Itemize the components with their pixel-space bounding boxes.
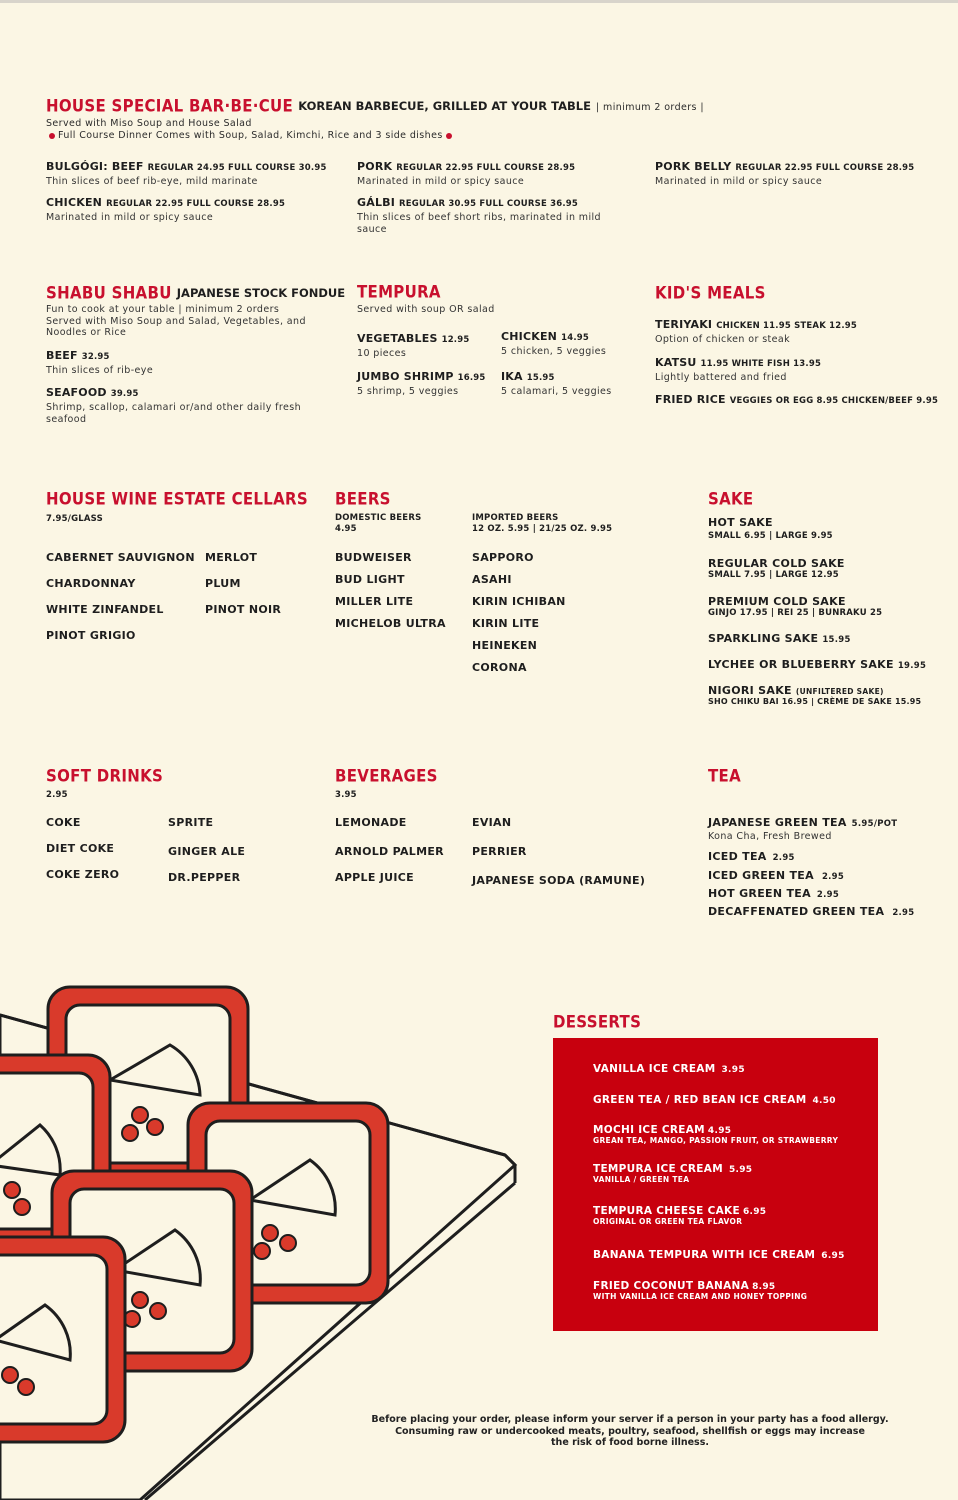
- item-price: 32.95: [81, 352, 110, 362]
- dessert-name: BANANA TEMPURA WITH ICE CREAM: [593, 1249, 816, 1261]
- menu-item: [357, 332, 469, 360]
- soft-drink-item: COKE ZERO: [46, 868, 120, 881]
- soft-drink-item: DIET COKE: [46, 842, 115, 855]
- tempura-title: TEMPURA: [357, 282, 441, 303]
- dessert-sub: WITH VANILLA ICE CREAM AND HONEY TOPPING: [593, 1292, 808, 1301]
- beer-item: MILLER LITE: [335, 595, 414, 608]
- dessert-item: [593, 1163, 752, 1184]
- item-name: IKA: [501, 370, 523, 383]
- menu-item: [357, 196, 607, 235]
- menu-item: [655, 393, 938, 406]
- beer-item: HEINEKEN: [472, 639, 538, 652]
- tea-price: 5.95/POT: [851, 819, 898, 829]
- wine-item: WHITE ZINFANDEL: [46, 603, 164, 616]
- item-price: REGULAR 24.95 FULL COURSE 30.95: [147, 163, 327, 173]
- bbq-served: Served with Miso Soup and House Salad: [46, 118, 252, 129]
- dessert-sub: ORIGINAL OR GREEN TEA FLAVOR: [593, 1217, 743, 1226]
- bbq-full-course-text: Full Course Dinner Comes with Soup, Salad, Kimchi, Rice and 3 side dishes: [58, 130, 443, 141]
- item-name: TERIYAKI: [655, 318, 713, 331]
- item-price: 15.95: [526, 373, 555, 383]
- dessert-name: VANILLA ICE CREAM: [593, 1063, 716, 1075]
- sake-sub: GINJO 17.95 | REI 25 | BUNRAKU 25: [708, 608, 883, 618]
- sake-name: HOT SAKE: [708, 516, 773, 529]
- sake-title: SAKE: [708, 489, 754, 510]
- sake-sub: SHO CHIKU BAI 16.95 | CRÈME DE SAKE 15.95: [708, 697, 922, 706]
- dessert-price: 5.95: [728, 1165, 753, 1175]
- item-price: REGULAR 22.95 FULL COURSE 28.95: [396, 163, 576, 173]
- menu-item: [357, 370, 486, 398]
- sake-name: REGULAR COLD SAKE: [708, 557, 845, 570]
- dessert-price: 3.95: [721, 1065, 745, 1075]
- sake-name: NIGORI SAKE: [708, 684, 792, 697]
- item-name: PORK: [357, 160, 393, 173]
- tea-item: [708, 850, 795, 863]
- dessert-price: 8.95: [752, 1282, 776, 1292]
- item-name: CHICKEN: [46, 196, 103, 209]
- dessert-name: TEMPURA CHEESE CAKE: [593, 1205, 740, 1217]
- menu-item: [46, 160, 327, 188]
- item-desc: 5 chicken, 5 veggies: [501, 346, 607, 357]
- sake-name: PREMIUM COLD SAKE: [708, 595, 846, 608]
- wine-title: HOUSE WINE ESTATE CELLARS: [46, 489, 309, 510]
- dessert-item: [593, 1094, 836, 1106]
- item-name: GÁLBI: [357, 196, 396, 209]
- bbq-subtitle: KOREAN BARBECUE, GRILLED AT YOUR TABLE: [298, 99, 591, 113]
- domestic-beers-label: [335, 513, 421, 535]
- item-desc: Marinated in mild or spicy sauce: [655, 176, 823, 187]
- beer-item: ASAHI: [472, 573, 512, 586]
- item-desc: Marinated in mild or spicy sauce: [357, 176, 525, 187]
- sake-name: LYCHEE OR BLUEBERRY SAKE: [708, 658, 894, 671]
- beverages-title: BEVERAGES: [335, 766, 438, 787]
- wine-item: MERLOT: [205, 551, 258, 564]
- menu-item: [501, 330, 606, 358]
- shabu-desc: Fun to cook at your table | minimum 2 orders Served with Miso Soup and Salad, Vegetables, and Noodles or Rice: [46, 304, 306, 338]
- soft-drink-item: SPRITE: [168, 816, 214, 829]
- tea-name: DECAFFENATED GREEN TEA: [708, 905, 885, 918]
- item-desc: Shrimp, scallop, calamari or/and other daily fresh seafood: [46, 402, 301, 425]
- dessert-price: 4.95: [707, 1126, 732, 1136]
- menu-item: [46, 386, 308, 425]
- sake-price: (UNFILTERED SAKE): [795, 687, 884, 696]
- tea-name: HOT GREEN TEA: [708, 887, 811, 900]
- tea-item: [708, 816, 897, 843]
- sake-price: 19.95: [897, 661, 927, 671]
- domestic-price: 4.95: [335, 524, 357, 534]
- item-price: REGULAR 22.95 FULL COURSE 28.95: [106, 199, 286, 209]
- allergy-line-1: Before placing your order, please inform your server if a person in your party has a food allergy.: [371, 1414, 889, 1425]
- wine-item: PINOT NOIR: [205, 603, 282, 616]
- menu-item: [655, 160, 914, 188]
- sake-item: [708, 658, 926, 671]
- dessert-name: FRIED COCONUT BANANA: [593, 1280, 750, 1292]
- item-price: REGULAR 22.95 FULL COURSE 28.95: [735, 163, 915, 173]
- red-dot-icon: [49, 133, 55, 139]
- bbq-note: | minimum 2 orders |: [596, 102, 704, 113]
- item-price: REGULAR 30.95 FULL COURSE 36.95: [399, 199, 578, 209]
- allergy-line-2: Consuming raw or undercooked meats, poultry, seafood, shellfish or eggs may increase: [395, 1425, 865, 1437]
- sake-item: [708, 557, 845, 580]
- beverage-item: PERRIER: [472, 845, 527, 858]
- dessert-item: [593, 1249, 845, 1261]
- item-price: VEGGIES OR EGG 8.95 CHICKEN/BEEF 9.95: [729, 396, 939, 406]
- wine-item: CABERNET SAUVIGNON: [46, 551, 195, 564]
- tea-title: TEA: [708, 766, 741, 787]
- dessert-name: GREEN TEA / RED BEAN ICE CREAM: [593, 1094, 807, 1106]
- item-name: BEEF: [46, 349, 78, 362]
- kids-title: KID'S MEALS: [655, 283, 766, 304]
- menu-item: [501, 370, 612, 398]
- item-desc: Thin slices of rib-eye: [46, 365, 154, 376]
- beer-item: CORONA: [472, 661, 527, 674]
- item-name: SEAFOOD: [46, 386, 107, 399]
- tea-price: 2.95: [892, 908, 915, 918]
- wine-price: 7.95/GLASS: [46, 514, 103, 524]
- red-dot-icon: [446, 133, 452, 139]
- wine-item: PINOT GRIGIO: [46, 629, 136, 642]
- beer-item: KIRIN LITE: [472, 617, 540, 630]
- sake-sub: SMALL 6.95 | LARGE 9.95: [708, 531, 833, 541]
- sushi-roll: [0, 1237, 125, 1442]
- beverage-item: APPLE JUICE: [335, 871, 414, 884]
- sake-item: [708, 595, 882, 618]
- item-name: FRIED RICE: [655, 393, 726, 406]
- item-desc: 5 calamari, 5 veggies: [501, 386, 612, 397]
- bbq-full-course: [46, 130, 455, 142]
- item-desc: Marinated in mild or spicy sauce: [46, 212, 214, 223]
- item-price: 11.95 WHITE FISH 13.95: [700, 359, 822, 369]
- tea-name: ICED TEA: [708, 850, 767, 863]
- dessert-item: [593, 1124, 838, 1145]
- beverage-item: LEMONADE: [335, 816, 407, 829]
- imported-price: 12 OZ. 5.95 | 21/25 OZ. 9.95: [472, 524, 613, 534]
- beverage-item: EVIAN: [472, 816, 512, 829]
- item-name: PORK BELLY: [655, 160, 732, 173]
- domestic-label: DOMESTIC BEERS: [335, 513, 422, 523]
- dessert-price: 6.95: [742, 1207, 767, 1217]
- soft-drink-item: COKE: [46, 816, 81, 829]
- sake-item: [708, 516, 833, 541]
- wine-item: PLUM: [205, 577, 241, 590]
- beer-item: KIRIN ICHIBAN: [472, 595, 566, 608]
- item-price: 39.95: [110, 389, 139, 399]
- item-name: BULGÓGI: BEEF: [46, 160, 144, 173]
- beverages-price: 3.95: [335, 790, 357, 800]
- item-price: 12.95: [441, 335, 470, 345]
- dessert-name: MOCHI ICE CREAM: [593, 1124, 705, 1136]
- item-price: 14.95: [561, 333, 589, 343]
- tea-name: ICED GREEN TEA: [708, 869, 814, 882]
- beer-item: SAPPORO: [472, 551, 534, 564]
- dessert-price: 6.95: [821, 1251, 845, 1261]
- bbq-section: [46, 95, 704, 117]
- beverage-item: JAPANESE SODA (RAMUNE): [472, 874, 646, 887]
- desserts-title: DESSERTS: [553, 1012, 642, 1033]
- sake-name: SPARKLING SAKE: [708, 632, 819, 645]
- soft-drink-item: GINGER ALE: [168, 845, 246, 858]
- beer-item: BUDWEISER: [335, 551, 412, 564]
- menu-item: [46, 349, 153, 377]
- tea-name: JAPANESE GREEN TEA: [708, 816, 847, 829]
- imported-label: IMPORTED BEERS: [472, 513, 559, 523]
- item-price: 16.95: [457, 373, 486, 383]
- allergy-line-3: the risk of food borne illness.: [551, 1437, 709, 1448]
- beer-item: BUD LIGHT: [335, 573, 405, 586]
- tea-price: 2.95: [821, 872, 845, 882]
- soft-drinks-price: 2.95: [46, 790, 68, 800]
- item-desc: Option of chicken or steak: [655, 334, 791, 345]
- shabu-header: [46, 282, 346, 304]
- soft-drink-item: DR.PEPPER: [168, 871, 241, 884]
- menu-item: [655, 356, 821, 384]
- dessert-sub: GREAN TEA, MANGO, PASSION FRUIT, OR STRAWBERRY: [593, 1136, 839, 1145]
- item-desc: Thin slices of beef short ribs, marinated in mild sauce: [357, 212, 601, 235]
- bbq-title: HOUSE SPECIAL BAR·BE·CUE: [46, 96, 294, 117]
- sake-price: 15.95: [822, 635, 851, 645]
- dessert-item: [593, 1280, 807, 1301]
- shabu-title: SHABU SHABU: [46, 283, 172, 304]
- tea-item: [708, 869, 844, 882]
- beers-title: BEERS: [335, 489, 391, 510]
- tempura-desc: Served with soup OR salad: [357, 304, 495, 315]
- tea-item: [708, 905, 914, 918]
- dessert-item: [593, 1063, 745, 1075]
- dessert-name: TEMPURA ICE CREAM: [593, 1163, 723, 1175]
- imported-beers-label: [472, 513, 612, 535]
- item-desc: Lightly battered and fried: [655, 372, 787, 383]
- tea-price: 2.95: [816, 890, 840, 900]
- soft-drinks-title: SOFT DRINKS: [46, 766, 164, 787]
- dessert-price: 4.50: [812, 1096, 836, 1106]
- beverage-item: ARNOLD PALMER: [335, 845, 444, 858]
- wine-item: CHARDONNAY: [46, 577, 136, 590]
- item-name: JUMBO SHRIMP: [357, 370, 454, 383]
- allergy-notice: [370, 1414, 890, 1449]
- item-desc: 5 shrimp, 5 veggies: [357, 386, 459, 397]
- menu-item: [655, 318, 857, 346]
- item-name: CHICKEN: [501, 330, 558, 343]
- sake-item: [708, 684, 921, 706]
- sake-sub: SMALL 7.95 | LARGE 12.95: [708, 570, 839, 580]
- item-name: KATSU: [655, 356, 697, 369]
- dessert-sub: VANILLA / GREEN TEA: [593, 1175, 690, 1184]
- shabu-subtitle: JAPANESE STOCK FONDUE: [176, 286, 346, 300]
- menu-item: [357, 160, 575, 188]
- item-price: CHICKEN 11.95 STEAK 12.95: [716, 321, 858, 331]
- tea-item: [708, 887, 839, 900]
- beer-item: MICHELOB ULTRA: [335, 617, 446, 630]
- sake-item: [708, 632, 851, 645]
- tea-desc: Kona Cha, Fresh Brewed: [708, 831, 832, 842]
- tea-price: 2.95: [772, 853, 795, 863]
- dessert-item: [593, 1205, 766, 1226]
- item-desc: 10 pieces: [357, 348, 407, 359]
- item-desc: Thin slices of beef rib-eye, mild marinate: [46, 176, 258, 187]
- top-border: [0, 0, 958, 3]
- menu-item: [46, 196, 285, 224]
- item-name: VEGETABLES: [357, 332, 438, 345]
